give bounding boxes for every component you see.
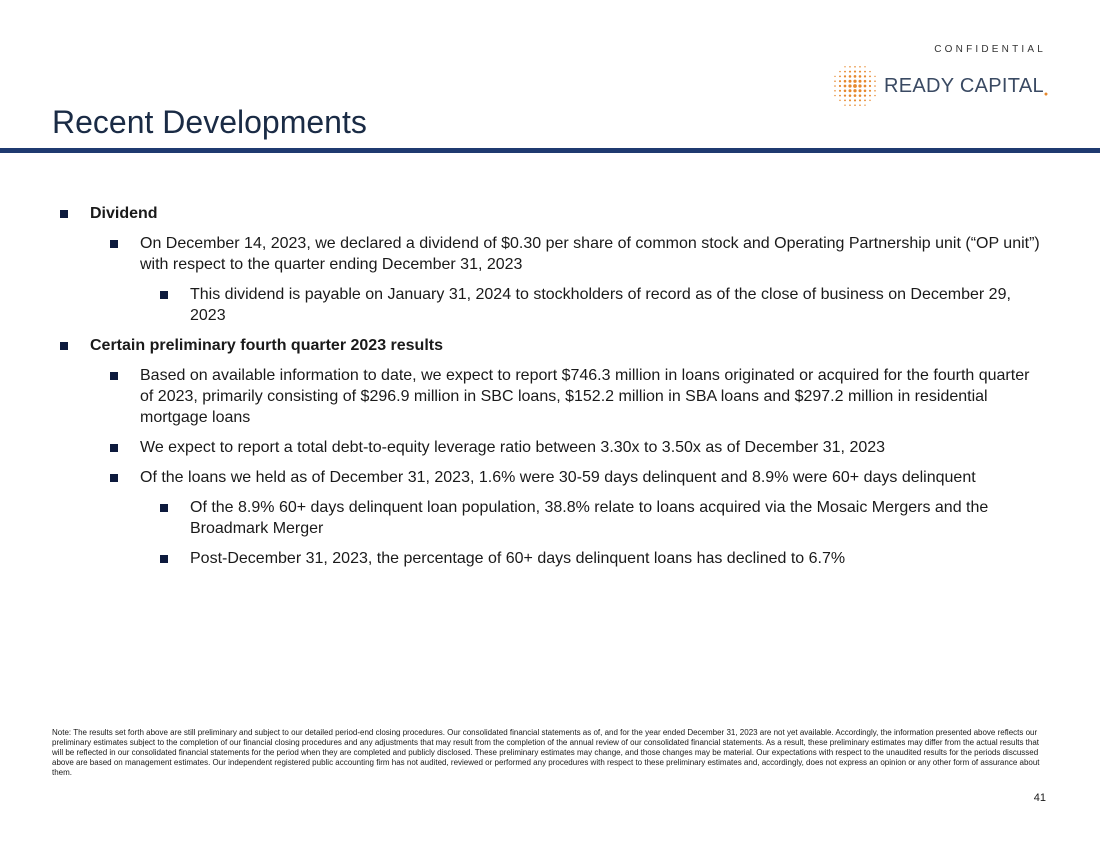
logo-dot xyxy=(848,89,851,92)
logo-dot xyxy=(848,80,851,83)
footnote: Note: The results set forth above are still preliminary and subject to our detailed period-end closing procedures. Our consolidated financial statements as of, and for the year ended December 31, 2023 are not yet available. Accordingly, the information presented above reflects our preliminary estimates subject to the completion of our financial closing procedures and any adjustments that may result from the completion of the annual review of our consolidated financial statements. As a result, these preliminary estimates may differ from the actual results that will be reflected in our consolidated financial statements for the period when they are completed and publicly disclosed. These preliminary estimates may change, and those changes may be material. Our expectations with respect to the unaudited results for the periods discussed above are based on management estimates. Our independent registered public accounting firm has not audited, reviewed or performed any procedures with respect to these preliminary estimates and, accordingly, does not express an opinion or any other form of assurance about them. xyxy=(52,728,1040,777)
bullet-level-3 xyxy=(0,497,1100,539)
logo-dot xyxy=(864,85,867,88)
logo-dot xyxy=(864,90,867,93)
logo-dot xyxy=(844,90,847,93)
confidential-label: CONFIDENTIAL xyxy=(934,44,1046,55)
logo-dot xyxy=(854,104,856,106)
logo-dot xyxy=(854,99,856,101)
square-bullet-icon xyxy=(110,444,118,452)
page-number: 41 xyxy=(1033,792,1046,804)
logo-dot xyxy=(859,71,861,73)
logo-dot xyxy=(853,89,856,92)
bullet-list xyxy=(0,203,1100,569)
logo-dot xyxy=(854,66,856,68)
logo-dot xyxy=(849,71,851,73)
logo-dot xyxy=(864,66,865,67)
logo-dot xyxy=(839,100,840,101)
logo-dot xyxy=(869,90,871,92)
bullet-level-1 xyxy=(0,335,1100,356)
logo-dot xyxy=(869,85,871,87)
logo-dot xyxy=(864,80,867,83)
logo-dot xyxy=(839,80,841,82)
logo-dot xyxy=(854,75,857,78)
logo-dot xyxy=(869,75,871,77)
logo-dot xyxy=(874,76,875,77)
logo-dot xyxy=(869,80,871,82)
bullet-text: We expect to report a total debt-to-equity leverage ratio between 3.30x to 3.50x as of December 31, 2023 xyxy=(140,439,886,456)
logo-dot xyxy=(864,105,865,106)
logo-dot xyxy=(853,84,857,88)
logo-dot xyxy=(853,80,856,83)
bullet-level-2 xyxy=(0,437,1100,458)
logo-dot xyxy=(858,89,861,92)
bullet-text: Of the 8.9% 60+ days delinquent loan population, 38.8% relate to loans acquired via the Mosaic Mergers and the Broadmark Merger xyxy=(190,499,989,537)
logo-dot xyxy=(834,85,836,87)
logo-dot xyxy=(834,95,835,96)
square-bullet-icon xyxy=(160,291,168,299)
logo-dot xyxy=(864,75,866,77)
logo-dot xyxy=(839,90,841,92)
title-divider xyxy=(0,148,1100,153)
ready-capital-logo xyxy=(832,64,1048,108)
square-bullet-icon xyxy=(60,210,68,218)
logo-dot xyxy=(874,95,875,96)
logo-dot xyxy=(844,105,845,106)
logo-dot xyxy=(864,99,866,101)
bullet-text: Based on available information to date, we expect to report $746.3 million in loans originated or acquired for the fourth quarter of 2023, primarily consisting of $296.9 million in SBC loans, $152.2 million in SBA loans and $297.2 million in residential mortgage loans xyxy=(140,367,1030,426)
logo-dot xyxy=(844,99,846,101)
logo-dot xyxy=(859,75,862,78)
logo-dot xyxy=(869,95,871,97)
bullet-text: Of the loans we held as of December 31, 2023, 1.6% were 30-59 days delinquent and 8.9% were 60+ days delinquent xyxy=(140,469,976,486)
logo-dot xyxy=(849,94,852,97)
logo-dot xyxy=(869,71,870,72)
logo-dot xyxy=(849,104,851,106)
logo-dot xyxy=(844,66,845,67)
logo-text: READY CAPITAL● xyxy=(884,74,1049,98)
bullet-level-3 xyxy=(0,548,1100,569)
bullet-text: Dividend xyxy=(90,205,158,222)
bullet-level-3 xyxy=(0,284,1100,326)
logo-dot xyxy=(869,100,870,101)
square-bullet-icon xyxy=(110,372,118,380)
logo-dot xyxy=(854,71,856,73)
logo-dot xyxy=(839,85,841,87)
bullet-level-2 xyxy=(0,467,1100,488)
bullet-text: Post-December 31, 2023, the percentage of 60+ days delinquent loans has declined to 6.7% xyxy=(190,550,846,567)
logo-dot xyxy=(844,85,847,88)
logo-dot xyxy=(839,95,841,97)
logo-dot xyxy=(844,71,846,73)
logo-dot xyxy=(874,90,876,92)
square-bullet-icon xyxy=(110,474,118,482)
logo-dot xyxy=(858,80,861,83)
logo-dot xyxy=(849,66,851,68)
logo-dot xyxy=(839,75,841,77)
bullet-text: This dividend is payable on January 31, 2024 to stockholders of record as of the close of business on December 29, 2023 xyxy=(190,286,1011,324)
bullet-level-2 xyxy=(0,365,1100,428)
logo-dot xyxy=(864,94,866,96)
square-bullet-icon xyxy=(160,555,168,563)
page-title: Recent Developments xyxy=(52,104,367,140)
square-bullet-icon xyxy=(160,504,168,512)
bullet-level-2 xyxy=(0,233,1100,275)
bullet-level-1 xyxy=(0,203,1100,224)
logo-dot xyxy=(834,80,836,82)
square-bullet-icon xyxy=(60,342,68,350)
logo-dot xyxy=(874,80,876,82)
logo-dot xyxy=(849,75,852,78)
logo-dot xyxy=(834,90,836,92)
logo-dot xyxy=(858,84,861,87)
logo-dot xyxy=(859,66,861,68)
logo-dot xyxy=(844,75,846,77)
logo-dot xyxy=(844,80,847,83)
logo-dots-icon xyxy=(832,64,878,108)
logo-dot xyxy=(854,94,857,97)
logo-dot xyxy=(864,71,866,73)
logo-dot xyxy=(859,104,861,106)
logo-dot xyxy=(839,71,840,72)
logo-dot xyxy=(859,94,862,97)
logo-dot xyxy=(848,84,851,87)
logo-dot xyxy=(849,99,851,101)
logo-dot xyxy=(859,99,861,101)
bullet-text: Certain preliminary fourth quarter 2023 results xyxy=(90,337,443,354)
logo-dot xyxy=(874,85,876,87)
logo-dot xyxy=(834,76,835,77)
bullet-text: On December 14, 2023, we declared a dividend of $0.30 per share of common stock and Operating Partnership unit (“OP unit”) with respect to the quarter ending December 31, 2023 xyxy=(140,235,1040,273)
logo-dot xyxy=(844,94,846,96)
square-bullet-icon xyxy=(110,240,118,248)
